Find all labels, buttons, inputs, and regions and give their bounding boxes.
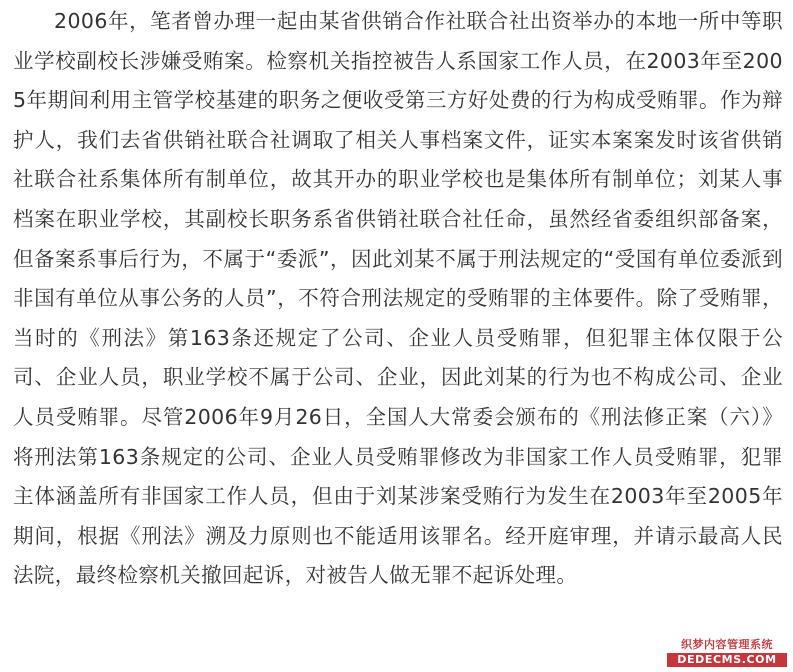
- watermark-title: 织梦内容管理系统: [681, 638, 773, 651]
- article-body: [13, 2, 783, 596]
- article-paragraph: 2006年，笔者曾办理一起由某省供销合作社联合社出资举办的本地一所中等职业学校副校长涉嫌受贿案。检察机关指控被告人系国家工作人员，在2003年至2005年期间利用主管学校基建的职务之便收受第三方好处费的行为构成受贿罪。作为辩护人，我们去省供销社联合社调取了相关人事档案文件，证实本案案发时该省供销社联合社系集体所有制单位，故其开办的职业学校也是集体所有制单位；刘某人事档案在职业学校，其副校长职务系省供销社联合社任命，虽然经省委组织部备案，但备案系事后行为，不属于“委派”，因此刘某不属于刑法规定的“受国有单位委派到非国有单位从事公务的人员”，不符合刑法规定的受贿罪的主体要件。除了受贿罪，当时的《刑法》第163条还规定了公司、企业人员受贿罪，但犯罪主体仅限于公司、企业人员，职业学校不属于公司、企业，因此刘某的行为也不构成公司、企业人员受贿罪。尽管2006年9月26日，全国人大常委会颁布的《刑法修正案（六）》将刑法第163条规定的公司、企业人员受贿罪修改为非国家工作人员受贿罪，犯罪主体涵盖所有非国家工作人员，但由于刘某涉案受贿行为发生在2003年至2005年期间，根据《刑法》溯及力原则也不能适用该罪名。经开庭审理，并请示最高人民法院，最终检察机关撤回起诉，对被告人做无罪不起诉处理。: [13, 9, 783, 588]
- watermark-domain: DEDECMS.COM: [667, 653, 787, 667]
- site-watermark-logo: [667, 638, 787, 668]
